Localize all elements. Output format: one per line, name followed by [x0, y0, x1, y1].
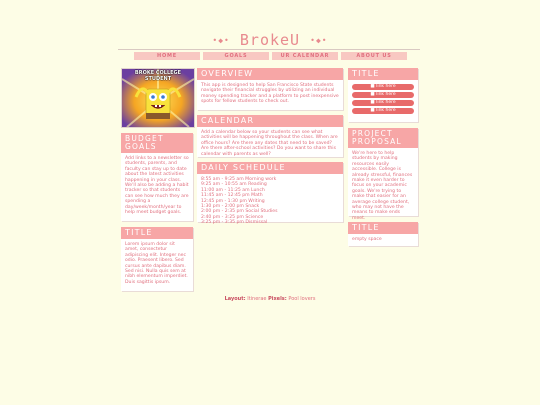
budget-goals-text: Add links to a newsletter so students, parents, and faculty can stay up to date about the latest activities happening in your class. We'll also be adding a habit tracker so that students can see how much they are spending a day/week/month/year to help meet budget goals.: [125, 156, 189, 216]
schedule-item: 2:00 pm - 2:35 pm Social Studies: [201, 209, 278, 215]
schedule-item: 12:45 pm - 1:30 pm Writing: [201, 198, 265, 204]
calendar-text: Add a calendar below so your students can see what activities will be happening throughout the class. When are office hours? Are there any dates that need to be saved? Are there after-school activities? Do you want to share this calendar with parents as well?: [201, 130, 338, 157]
decor-dot-icon: •◆•: [212, 36, 230, 45]
schedule-item: 11:45 am - 12:45 pm Math: [201, 193, 263, 199]
daily-schedule-title: DAILY SCHEDULE: [197, 162, 343, 174]
schedule-item: 8:55 am - 9:25 am Morning work: [201, 177, 277, 182]
links-card: [348, 68, 418, 122]
calendar-card: [197, 115, 343, 157]
links-title: TITLE: [348, 68, 418, 80]
budget-goals-card: [121, 133, 193, 221]
calendar-title: CALENDAR: [197, 115, 343, 127]
schedule-item: 3:25 pm - 3:35 pm Dismissal: [201, 220, 268, 226]
link-button[interactable]: ■ link here: [352, 84, 414, 90]
footer-pixels-link[interactable]: Pool lovers: [288, 296, 316, 302]
decor-dot-icon: •◆•: [310, 36, 328, 45]
project-proposal-text: We're here to help students by making resources easily accessible. College is already stressful, finances make it even harder to focus on your academic goals. We're trying to make that easier for an average college student, who may not have the means to make ends meet.: [352, 151, 413, 221]
link-label: link here: [376, 100, 396, 105]
schedule-item: 11:00 am - 11:25 am Lunch: [201, 187, 265, 193]
link-label: link here: [376, 108, 396, 113]
left-title-text: Lorem ipsum dolor sit amet, consectetur adipiscing elit. Integer nec odio. Praesent libero. Sed cursus ante dapibus diam. Sed nisi. Nulla quis sem at nibh elementum imperdiet. Duis sagittis ipsum.: [125, 242, 188, 285]
overview-text: This app is designed to help San Francisco State students navigate their financial struggles by utilizing an individual money spending tracker and a platform to post inexpensive spots for fellow students to check out.: [201, 83, 339, 105]
link-button[interactable]: ■ link here: [352, 108, 414, 114]
right-title-card: [348, 222, 418, 246]
nav-home[interactable]: HOME: [134, 52, 200, 60]
right-title-heading: TITLE: [348, 222, 418, 234]
meme-caption: BROKE COLLEGE STUDENT: [134, 70, 182, 82]
links-list: [348, 80, 418, 118]
project-proposal-card: [348, 128, 418, 221]
footer-pixels-label: Pixels:: [268, 296, 287, 302]
link-label: link here: [376, 92, 396, 97]
schedule-item: 1:30 pm - 2:00 pm Snack: [201, 204, 260, 210]
project-proposal-title: PROJECT PROPOSAL: [348, 128, 418, 148]
nav-goals[interactable]: GOALS: [203, 52, 269, 60]
meme-image: [121, 68, 195, 128]
schedule-item: 2:40 pm - 3:25 pm Science: [201, 214, 264, 220]
overview-title: OVERVIEW: [197, 68, 343, 80]
main-nav: [134, 52, 407, 60]
overview-card: [197, 68, 343, 110]
schedule-list: [197, 174, 343, 229]
link-label: link here: [376, 84, 396, 89]
footer-layout-link[interactable]: Itinerae: [247, 296, 267, 302]
schedule-item: 9:25 am - 10:55 am Reading: [201, 182, 267, 188]
nav-about[interactable]: ABOUT US: [341, 52, 407, 60]
daily-schedule-card: [197, 162, 343, 226]
link-button[interactable]: ■ link here: [352, 92, 414, 98]
right-title-text: empty space: [352, 237, 382, 242]
page-footer: [0, 296, 540, 302]
link-button[interactable]: ■ link here: [352, 100, 414, 106]
header-divider: [118, 49, 420, 50]
left-title-card: [121, 227, 193, 291]
budget-goals-title: BUDGET GOALS: [121, 133, 193, 153]
site-logo[interactable]: [212, 31, 327, 49]
site-title: BrokeU: [239, 31, 301, 49]
left-title-heading: TITLE: [121, 227, 193, 239]
footer-layout-label: Layout:: [224, 296, 246, 302]
nav-calendar[interactable]: UR CALENDAR: [272, 52, 338, 60]
